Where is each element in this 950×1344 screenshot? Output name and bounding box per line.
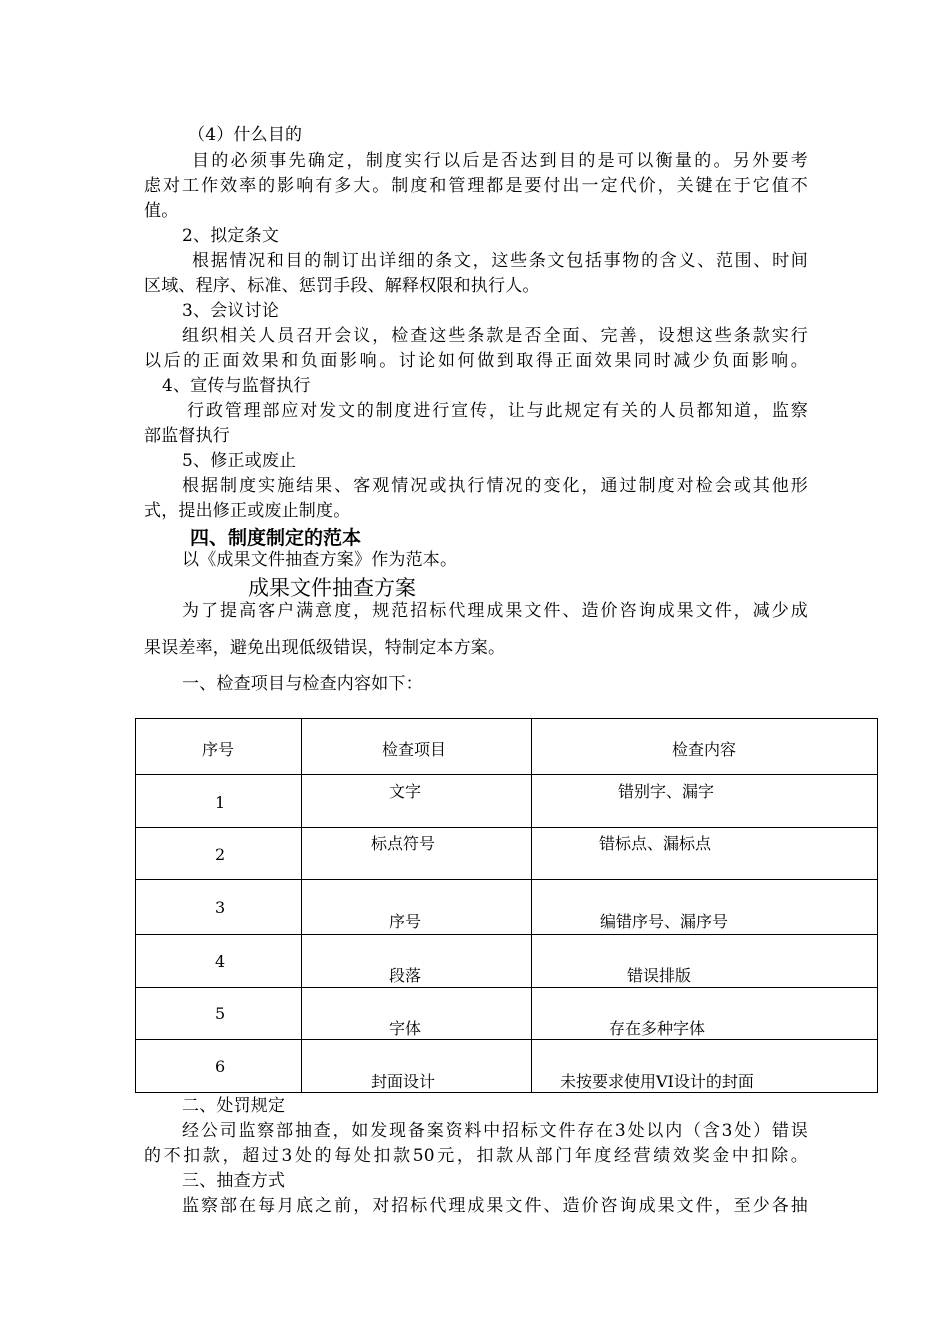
row-no: 3	[215, 898, 226, 917]
table-cell	[136, 828, 302, 880]
table-cell	[136, 880, 302, 935]
row-item: 文字	[389, 782, 422, 801]
paragraph-line: 以后的正面效果和负面影响。讨论如何做到取得正面效果同时减少负面影响。	[144, 351, 808, 371]
step-heading-revise: 5、修正或废止	[182, 451, 297, 471]
paragraph-line: 部监督执行	[144, 426, 230, 446]
paragraph-line: 行政管理部应对发文的制度进行宣传，让与此规定有关的人员都知道，监察	[187, 401, 808, 421]
row-no: 4	[215, 952, 226, 971]
paragraph-line: 经公司监察部抽查，如发现备案资料中招标文件存在3处以内（含3处）错误	[182, 1121, 808, 1141]
table-cell	[532, 1040, 878, 1093]
row-content: 错误排版	[627, 966, 692, 985]
step-heading-meeting: 3、会议讨论	[182, 301, 280, 321]
row-item: 序号	[389, 912, 422, 931]
row-no: 2	[215, 845, 226, 864]
paragraph-line: 根据制度实施结果、客观情况或执行情况的变化，通过制度对检会或其他形	[182, 476, 808, 496]
row-content: 未按要求使用VI设计的封面	[560, 1072, 754, 1091]
table-row	[136, 880, 878, 935]
paragraph-line: 组织相关人员召开会议，检查这些条款是否全面、完善，设想这些条款实行	[182, 326, 808, 346]
table-header-cell	[302, 719, 532, 775]
table-cell	[532, 935, 878, 988]
paragraph-line: 值。	[144, 201, 179, 221]
table-cell	[302, 988, 532, 1040]
paragraph-line: 为了提高客户满意度，规范招标代理成果文件、造价咨询成果文件，减少成	[182, 601, 808, 621]
table-cell	[302, 1040, 532, 1093]
subsection-heading-purpose: （4）什么目的	[188, 125, 303, 145]
row-no: 5	[215, 1004, 226, 1023]
table-row	[136, 988, 878, 1040]
step-heading-draft: 2、拟定条文	[182, 226, 280, 246]
table-cell	[136, 1040, 302, 1093]
paragraph-line: 监察部在每月底之前，对招标代理成果文件、造价咨询成果文件，至少各抽	[182, 1196, 808, 1216]
table-cell	[302, 828, 532, 880]
table-cell	[532, 880, 878, 935]
header-item: 检查项目	[382, 740, 447, 759]
table-header-cell	[532, 719, 878, 775]
row-item: 字体	[389, 1019, 422, 1038]
list-heading-penalty: 二、处罚规定	[182, 1096, 286, 1116]
paragraph-line: 的不扣款，超过3处的每处扣款50元，扣款从部门年度经营绩效奖金中扣除。	[144, 1146, 808, 1166]
row-no: 1	[215, 793, 226, 812]
header-no: 序号	[202, 740, 235, 759]
list-heading-method: 三、抽查方式	[182, 1171, 286, 1191]
table-cell	[532, 988, 878, 1040]
section-title: 四、制度制定的范本	[190, 527, 362, 549]
table-cell	[532, 775, 878, 828]
inspection-table	[135, 718, 878, 1093]
table-cell	[302, 880, 532, 935]
row-no: 6	[215, 1057, 226, 1076]
table-row	[136, 935, 878, 988]
table-cell	[302, 935, 532, 988]
table-header-cell	[136, 719, 302, 775]
row-content: 存在多种字体	[609, 1019, 706, 1038]
list-heading-items: 一、检查项目与检查内容如下：	[182, 674, 423, 694]
paragraph-line: 式，提出修正或废止制度。	[144, 501, 351, 521]
table-cell	[302, 775, 532, 828]
paragraph-line: 虑对工作效率的影响有多大。制度和管理都是要付出一定代价，关键在于它值不	[144, 176, 808, 196]
paragraph-line: 果误差率，避免出现低级错误，特制定本方案。	[144, 638, 506, 658]
plan-title: 成果文件抽查方案	[248, 576, 416, 600]
table-cell	[136, 988, 302, 1040]
header-content: 检查内容	[672, 740, 737, 759]
row-content: 错别字、漏字	[618, 782, 715, 801]
table-cell	[532, 828, 878, 880]
table-row	[136, 775, 878, 828]
paragraph-line: 目的必须事先确定，制度实行以后是否达到目的是可以衡量的。另外要考	[192, 151, 808, 171]
row-content: 错标点、漏标点	[599, 834, 712, 853]
row-item: 标点符号	[371, 834, 436, 853]
row-item: 段落	[389, 966, 422, 985]
paragraph-line: 根据情况和目的制订出详细的条文，这些条文包括事物的含义、范围、时间	[192, 251, 808, 271]
row-item: 封面设计	[371, 1072, 436, 1091]
table-cell	[136, 935, 302, 988]
table-row	[136, 1040, 878, 1093]
paragraph-line: 以《成果文件抽查方案》作为范本。	[182, 550, 458, 570]
table-cell	[136, 775, 302, 828]
step-heading-publicize: 4、宣传与监督执行	[162, 376, 311, 396]
table-row	[136, 828, 878, 880]
paragraph-line: 区域、程序、标准、惩罚手段、解释权限和执行人。	[144, 276, 540, 296]
row-content: 编错序号、漏序号	[600, 912, 729, 931]
table-header-row	[136, 719, 878, 775]
